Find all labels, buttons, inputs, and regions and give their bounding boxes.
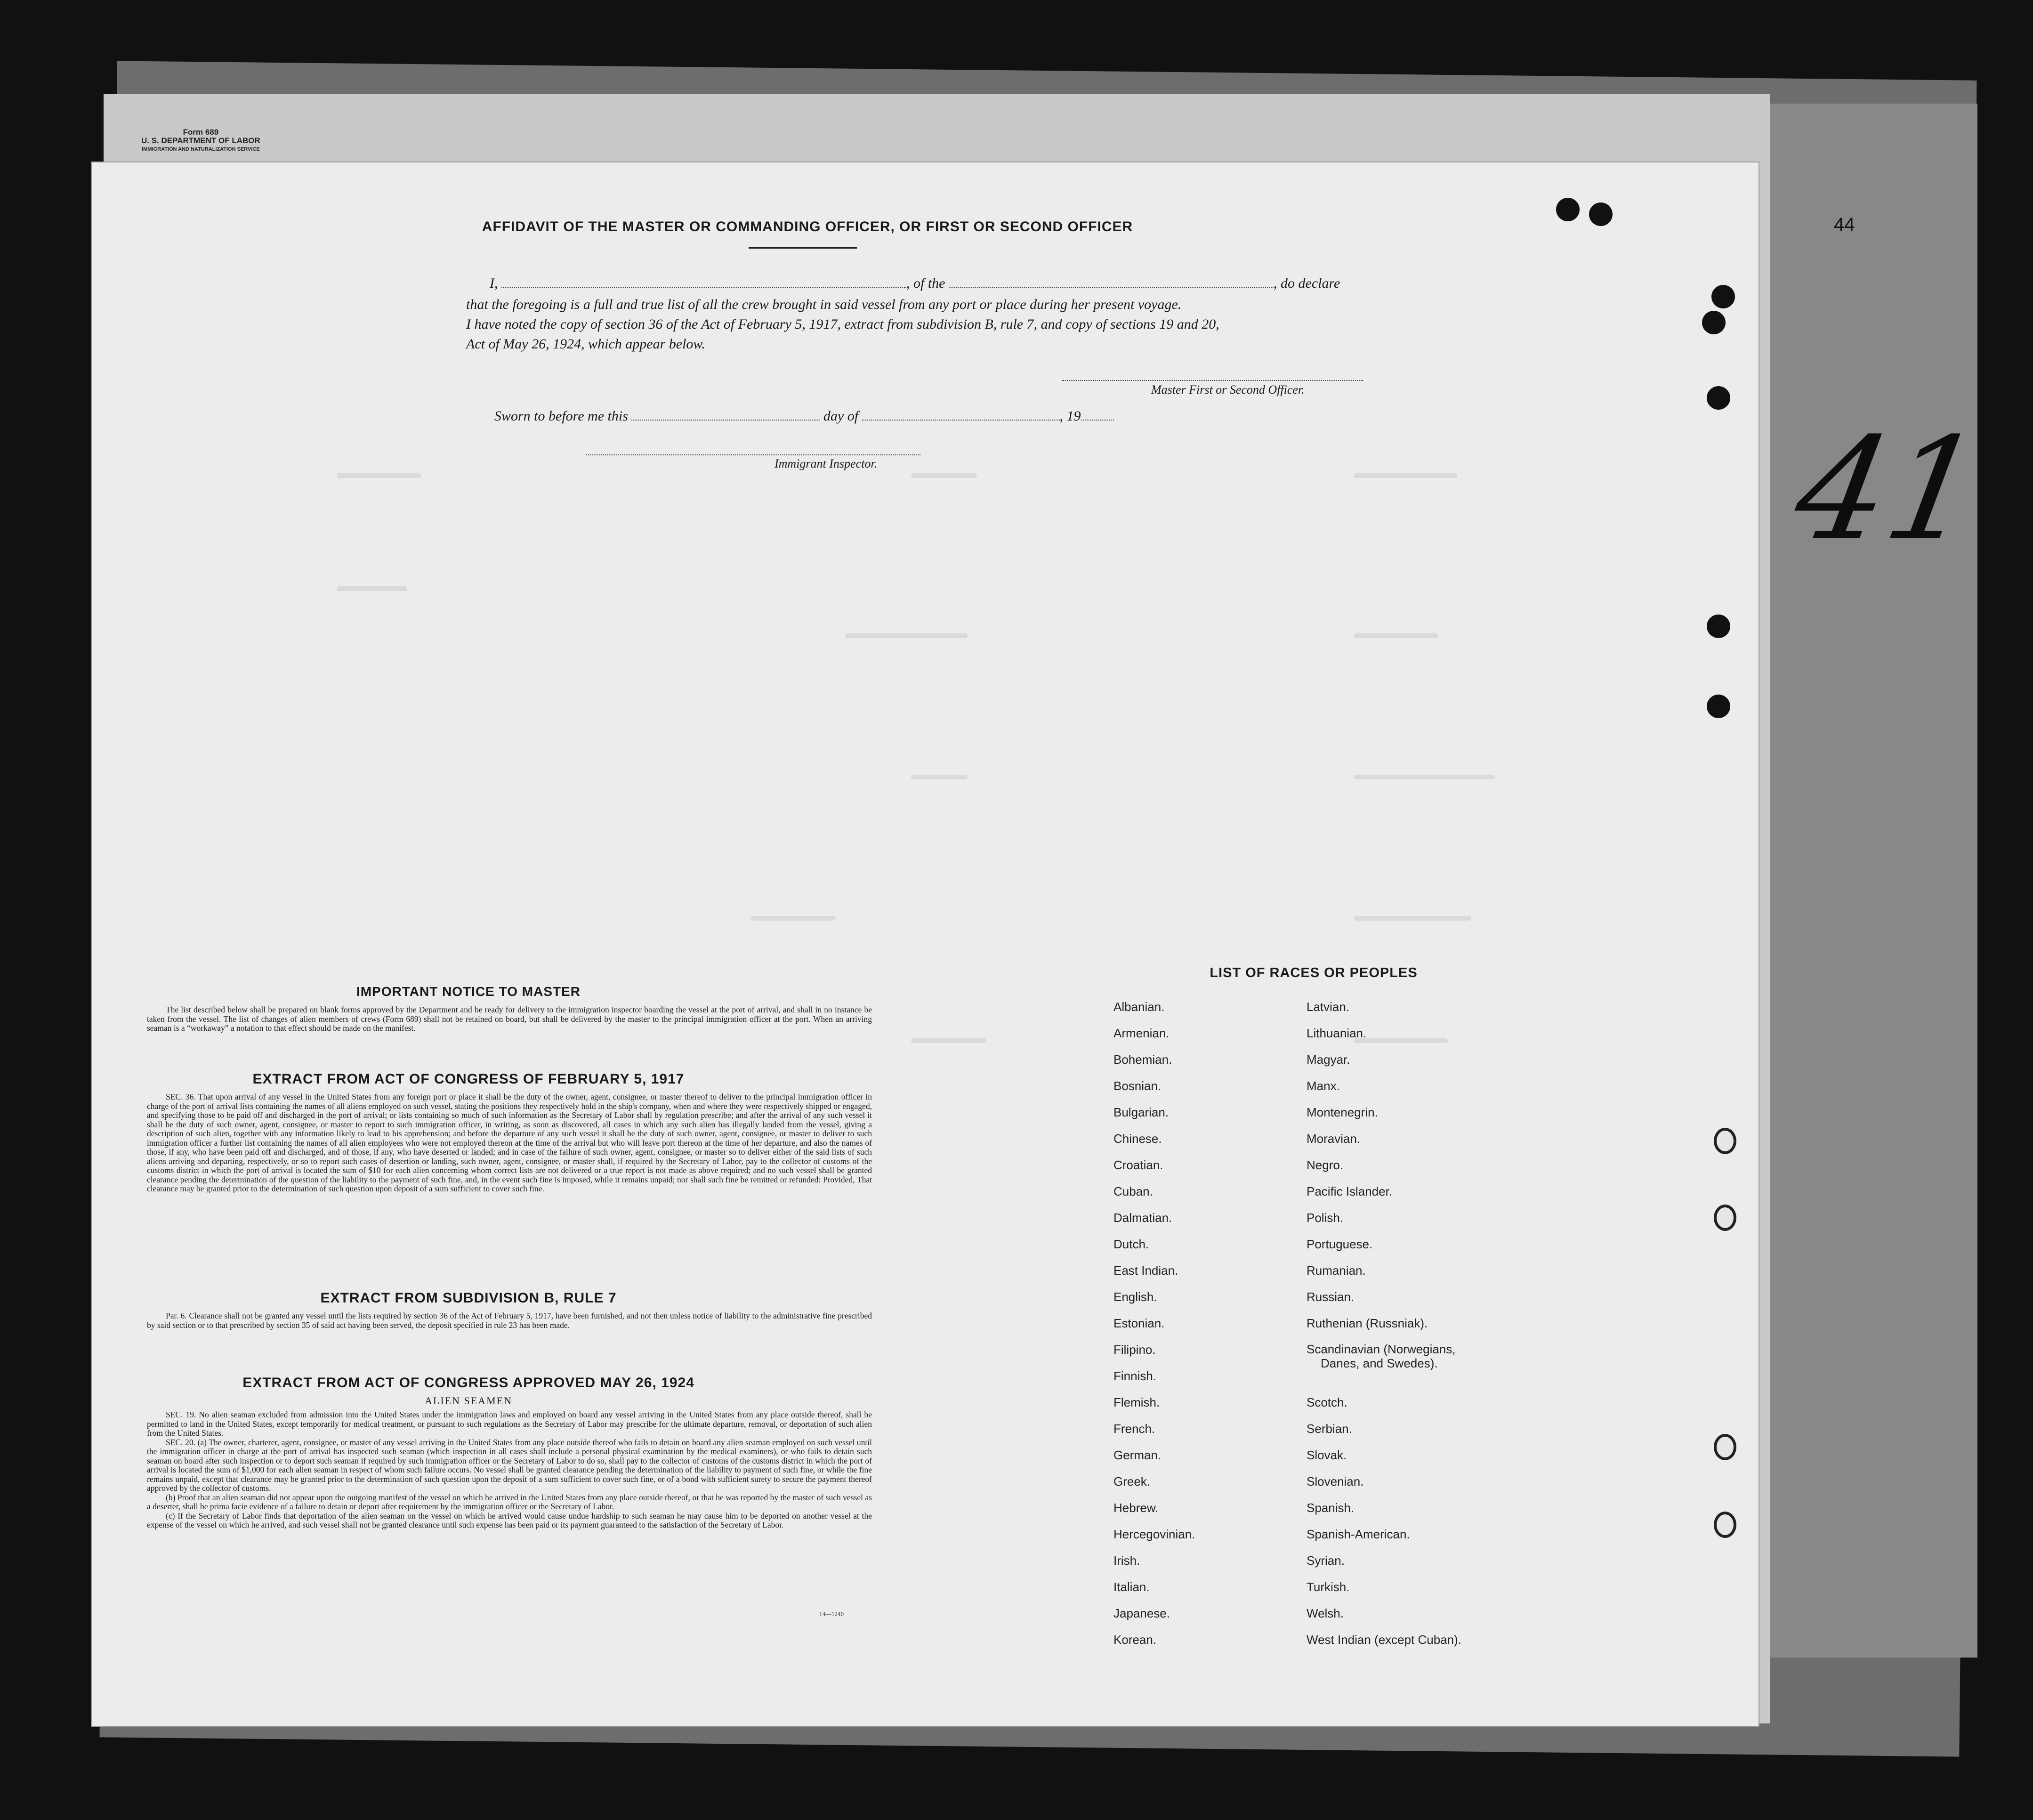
title-rule [749, 247, 857, 249]
extract-1917-text [147, 1092, 872, 1194]
race-item: East Indian. [1113, 1263, 1178, 1278]
race-item: Albanian. [1113, 1000, 1165, 1014]
extract-1917-title: EXTRACT FROM ACT OF CONGRESS OF FEBRUARY 5, 1917 [252, 1071, 685, 1087]
declarant-prefix: I, [490, 275, 498, 291]
races-title: LIST OF RACES OR PEOPLES [1210, 965, 1418, 980]
alien-seamen-subtitle: ALIEN SEAMEN [425, 1395, 512, 1407]
extract-rule7-title: EXTRACT FROM SUBDIVISION B, RULE 7 [320, 1290, 617, 1306]
race-item: Estonian. [1113, 1316, 1165, 1330]
race-item: Lithuanian. [1307, 1026, 1367, 1040]
punch-hole [1707, 695, 1730, 718]
notice-text [147, 1005, 872, 1033]
punch-hole [1589, 202, 1613, 226]
race-item: Latvian. [1307, 1000, 1350, 1014]
notice-paragraph: The list described below shall be prepared on blank forms approved by the Department and be ready for delivery to the immigration inspector boarding the vessel at the port of arrival, and shall in no instance be taken from the vessel. The list of changes of alien members of crews (Form 689) shall not be retained on board, but shall be delivered by the master to the principal immigration officer at the port. When an arriving seaman is a “workaway” a notation to that effect should be made on the manifest. [147, 1005, 872, 1033]
race-item: Hercegovinian. [1113, 1527, 1195, 1541]
race-item: Finnish. [1113, 1369, 1157, 1383]
sworn-prefix: Sworn to before me this [494, 408, 628, 424]
race-item: Rumanian. [1307, 1263, 1366, 1278]
punch-hole [1707, 615, 1730, 638]
form-tag [141, 128, 260, 154]
race-item: Russian. [1307, 1290, 1355, 1304]
sworn-day-of: day of [823, 408, 859, 424]
race-item: Dutch. [1113, 1237, 1149, 1251]
sworn-year-prefix: , 19 [1059, 408, 1081, 424]
race-item: Scandinavian (Norwegians, [1307, 1342, 1456, 1356]
race-item: Danes, and Swedes). [1321, 1356, 1438, 1370]
sworn-month-field[interactable] [862, 409, 1060, 421]
race-item: Slovenian. [1307, 1474, 1364, 1488]
master-signature-field[interactable] [1062, 380, 1363, 381]
race-item: Bosnian. [1113, 1079, 1162, 1093]
race-item: Irish. [1113, 1553, 1140, 1568]
print-code: 14—1240 [819, 1610, 844, 1618]
race-item: Bulgarian. [1113, 1105, 1169, 1119]
vessel-prefix: , of the [906, 275, 945, 291]
sec-36-paragraph: SEC. 36. That upon arrival of any vessel in the United States from any foreign port or place it shall be the duty of the owner, agent, consignee, or master thereof to deliver to the principal immigration officer in charge of the port of arrival lists containing the names of all aliens employed on such vessel, stating the positions they respectively hold in the ship's company, when and where they were respectively shipped or engaged, and specifying those to be paid off and discharged in the port of arrival; or lists containing so much of such information as the Secretary of Labor shall by regulation prescribe; and after the arrival of any such vessel it shall be the duty of such owner, agent, consignee, or master to report to such immigration officer, in writing, as soon as discovered, all cases in which any such alien has illegally landed from the vessel, giving a description of such alien, together with any information likely to lead to his apprehension; and before the departure of any such vessel it shall be the duty of such owner, agent, consignee, or master to deliver to such immigration officer a further list containing the names of all alien employees who were not employed thereon at the time of the arrival but who will leave port thereon at the time of her departure, and also the names of those, if any, who have been paid off and discharged, and of those, if any, who have deserted or landed; and in case of the failure of such owner, agent, consignee, or master so to deliver either of the said lists of such aliens arriving and departing, respectively, or so to report such cases of desertion or landing, such owner, agent, consignee, or master shall, if required by the Secretary of Labor, pay to the collector of customs of the customs district in which the port of arrival is located the sum of $10 for each alien concerning whom correct lists are not delivered or a true report is not made as above required; and no such vessel shall be granted clearance pending the determination of the question of the liability to the payment of such fine, and, in the event such fine is imposed, while it remains unpaid; nor shall such fine be remitted or refunded: Provided, That clearance may be granted prior to the determination of such question upon deposit of a sum sufficient to cover such fine. [147, 1092, 872, 1193]
race-item: Polish. [1307, 1211, 1344, 1225]
extract-1924-text [147, 1410, 872, 1530]
race-item: French. [1113, 1422, 1155, 1436]
race-item: Pacific Islander. [1307, 1184, 1393, 1198]
extract-rule7-text [147, 1311, 872, 1330]
race-item: German. [1113, 1448, 1162, 1462]
punch-hole [1702, 311, 1726, 334]
declare-suffix: , do declare [1274, 275, 1340, 291]
declarant-name-field[interactable] [501, 276, 906, 288]
race-item: English. [1113, 1290, 1157, 1304]
race-item: Scotch. [1307, 1395, 1347, 1409]
race-item: Slovak. [1307, 1448, 1347, 1462]
sec-20c-paragraph: (c) If the Secretary of Labor finds that deportation of the alien seaman on the vessel on which he arrived would cause undue hardship to such seaman he may cause him to be deported on another vessel at the expense of the vessel on which he arrived, and such vessel shall not be granted clearance until such expense has been paid or its payment guaranteed to the satisfaction of the Secretary of Labor. [147, 1511, 872, 1529]
race-item: Syrian. [1307, 1553, 1345, 1568]
affidavit-title: AFFIDAVIT OF THE MASTER OR COMMANDING OFFICER, OR FIRST OR SECOND OFFICER [482, 219, 1133, 235]
page-number: 44 [1834, 214, 1855, 235]
extract-1924-title: EXTRACT FROM ACT OF CONGRESS APPROVED MAY 26, 1924 [242, 1375, 694, 1391]
race-item-multiline [1307, 1336, 1461, 1389]
form-number: Form 689 [183, 128, 219, 137]
race-item: Turkish. [1307, 1580, 1350, 1594]
race-item: Croatian. [1113, 1158, 1163, 1172]
sec-20a-paragraph: SEC. 20. (a) The owner, charterer, agent, consignee, or master of any vessel arriving in the United States from any place outside thereof who fails to detain on board any alien seaman employed on such vessel until the immigration officer in charge at the port of arrival has inspected such seaman (which inspection in all cases shall include a personal physical examination by the medical examiners), or who fails to detain such seaman on board after such inspection or to deport such seaman if required by such immigration officer or the Secretary of Labor to do so, shall pay to the collector of customs of the customs district in which the port of arrival is located the sum of $1,000 for each alien seaman in respect of whom such failure occurs. No vessel shall be granted clearance pending the determination of the liability to payment of such fine, or while the fine remains unpaid, except that clearance may be granted prior to the determination of such question upon the deposit of a sum sufficient to cover such fine, or of a bond with sufficient surety to secure the payment thereof approved by the collector of customs. [147, 1437, 872, 1493]
sworn-year-field[interactable] [1081, 409, 1114, 421]
service-name: IMMIGRATION AND NATURALIZATION SERVICE [142, 146, 260, 152]
race-item: Serbian. [1307, 1422, 1352, 1436]
race-item: Spanish. [1307, 1501, 1355, 1515]
punch-hole [1556, 198, 1580, 221]
par-6-paragraph: Par. 6. Clearance shall not be granted any vessel until the lists required by section 36 of the Act of February 5, 1917, have been furnished, and not then unless notice of liability to the administrative fine prescribed by said section or to that prescribed by section 35 of said act having been served, the deposit specified in rule 23 has been made. [147, 1311, 872, 1330]
department-name: U. S. DEPARTMENT OF LABOR [141, 136, 260, 145]
race-item: Italian. [1113, 1580, 1150, 1594]
race-item: Manx. [1307, 1079, 1340, 1093]
race-item: Welsh. [1307, 1606, 1344, 1620]
punch-hole [1707, 386, 1730, 410]
race-item: Hebrew. [1113, 1501, 1159, 1515]
sworn-line [494, 408, 1114, 424]
manifest-page [92, 162, 1759, 1726]
race-item: Chinese. [1113, 1132, 1162, 1146]
notice-title: IMPORTANT NOTICE TO MASTER [356, 984, 581, 999]
affidavit-text-line-2: I have noted the copy of section 36 of the Act of February 5, 1917, extract from subdivision B, rule 7, and copy of sections 19 and 20, [466, 316, 1219, 332]
race-item: Negro. [1307, 1158, 1344, 1172]
race-item: Filipino. [1113, 1343, 1156, 1357]
affidavit-text-line-1: that the foregoing is a full and true list of all the crew brought in said vessel from any port or place during her present voyage. [466, 297, 1182, 312]
race-item: Ruthenian (Russniak). [1307, 1316, 1428, 1330]
race-item: West Indian (except Cuban). [1307, 1633, 1462, 1647]
sec-19-paragraph: SEC. 19. No alien seaman excluded from admission into the United States under the immigration laws and employed on board any vessel arriving in the United States from any place outside thereof, shall be permitted to land in the United States, except temporarily for medical treatment, or pursuant to such regulations as the Secretary of Labor may prescribe for the ultimate departure, removal, or deportation of such alien from the United States. [147, 1410, 872, 1438]
handwritten-number: 41 [1784, 407, 1993, 572]
punch-hole [1711, 285, 1735, 308]
races-right-column [1307, 994, 1461, 1653]
race-item: Flemish. [1113, 1395, 1160, 1409]
race-item: Magyar. [1307, 1052, 1350, 1067]
sec-20b-paragraph: (b) Proof that an alien seaman did not appear upon the outgoing manifest of the vessel on which he arrived in the United States from any place outside thereof, or that he was reported by the master of such vessel as a deserter, shall be prima facie evidence of a failure to detain or deport after requirement by the immigration officer or the Secretary of Labor. [147, 1492, 872, 1511]
race-item: Korean. [1113, 1633, 1157, 1647]
punch-hole [1714, 1434, 1736, 1460]
race-item: Armenian. [1113, 1026, 1170, 1040]
race-item: Cuban. [1113, 1184, 1153, 1198]
inspector-signature-label: Immigrant Inspector. [774, 457, 878, 470]
race-item: Portuguese. [1307, 1237, 1373, 1251]
master-signature-label: Master First or Second Officer. [1151, 383, 1305, 396]
race-item: Japanese. [1113, 1606, 1170, 1620]
punch-hole [1714, 1205, 1736, 1231]
race-item: Spanish-American. [1307, 1527, 1410, 1541]
punch-hole [1714, 1128, 1736, 1154]
race-item: Dalmatian. [1113, 1211, 1172, 1225]
race-item: Greek. [1113, 1474, 1151, 1488]
sworn-day-field[interactable] [631, 409, 820, 421]
punch-hole [1714, 1512, 1736, 1538]
race-item: Bohemian. [1113, 1052, 1172, 1067]
race-item: Moravian. [1307, 1132, 1361, 1146]
declarant-line [490, 275, 1340, 291]
races-left-column [1113, 994, 1195, 1653]
race-item: Montenegrin. [1307, 1105, 1378, 1119]
vessel-name-field[interactable] [949, 276, 1274, 288]
affidavit-text-line-3: Act of May 26, 1924, which appear below. [466, 336, 705, 352]
inspector-signature-field[interactable] [586, 454, 920, 455]
